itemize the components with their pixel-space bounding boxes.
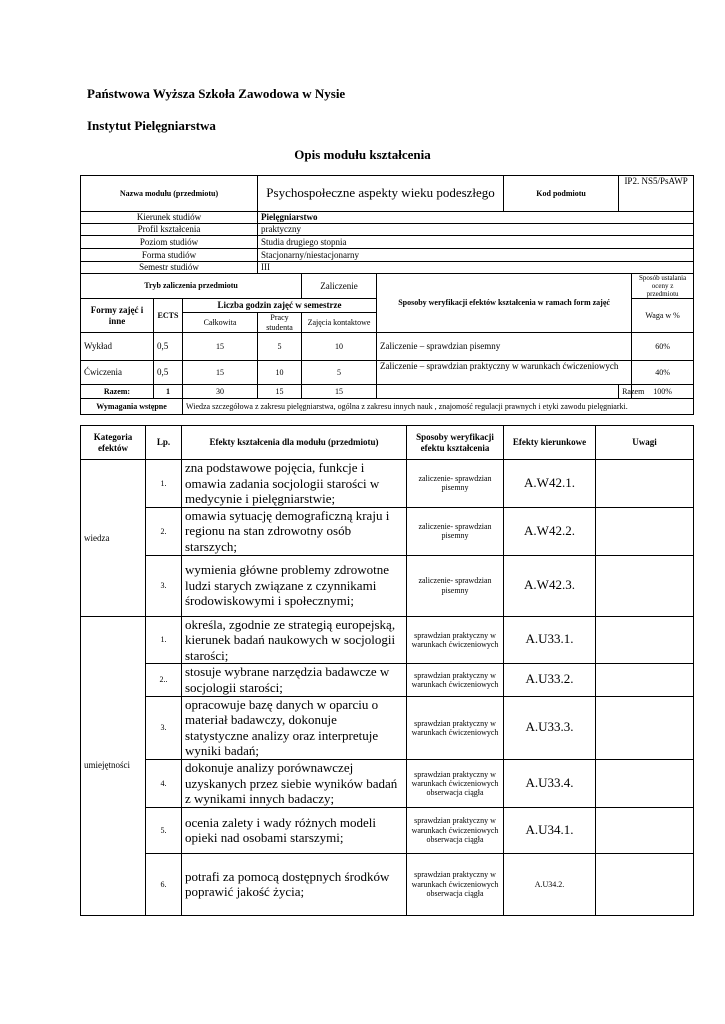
effect-method: zaliczenie- sprawdzian pisemny — [407, 460, 504, 508]
module-code-value: IP2. NS5/PsAWP — [619, 176, 694, 212]
effect-notes — [596, 664, 694, 696]
header-effect: Efekty kształcenia dla modułu (przedmiotu) — [182, 426, 407, 460]
form-weight: 60% — [632, 333, 694, 361]
weight-label: Waga w % — [632, 299, 694, 333]
grade-method-label: Sposób ustalania oceny z przedmiotu — [632, 274, 694, 299]
effect-method: sprawdzian praktyczny w warunkach ćwiczeniowych obserwacja ciągła — [407, 807, 504, 853]
effect-lp: 1. — [146, 460, 182, 508]
effect-notes — [596, 460, 694, 508]
effect-lp: 2. — [146, 507, 182, 555]
effect-text: potrafi za pomocą dostępnych środków poprawić jakość życia; — [182, 853, 407, 915]
effect-method: zaliczenie- sprawdzian pisemny — [407, 555, 504, 616]
module-name-label: Nazwa modułu (przedmiotu) — [81, 176, 258, 212]
form-method: Zaliczenie – sprawdzian praktyczny w warunkach ćwiczeniowych — [377, 361, 632, 385]
header-methods: Sposoby weryfikacji efektu kształcenia — [407, 426, 504, 460]
form-hours-contact: 5 — [302, 361, 377, 385]
effect-text: ocenia zalety i wady różnych modeli opieki nad osobami starszymi; — [182, 807, 407, 853]
effect-text: dokonuje analizy porównawczej uzyskanych przez siebie wyników badań z wynikami innych badaczy; — [182, 759, 407, 807]
effect-method: sprawdzian praktyczny w warunkach ćwiczeniowych — [407, 696, 504, 759]
info-label: Kierunek studiów — [81, 212, 258, 224]
sum-hours-student: 15 — [258, 385, 302, 399]
effect-text: zna podstawowe pojęcia, funkcje i omawia zadania socjologii starości w medycynie i pielęgniarstwie; — [182, 460, 407, 508]
effect-notes — [596, 853, 694, 915]
verification-methods-label: Sposoby weryfikacji efektów kształcenia w ramach form zajęć — [377, 274, 632, 333]
category-skills: umiejętności — [81, 616, 146, 915]
sum-hours-contact: 15 — [302, 385, 377, 399]
header-codes: Efekty kierunkowe — [504, 426, 596, 460]
info-value: Stacjonarny/niestacjonarny — [258, 249, 694, 262]
effect-lp: 1. — [146, 616, 182, 664]
form-hours-contact: 10 — [302, 333, 377, 361]
ects-label: ECTS — [154, 299, 183, 333]
hours-contact-label: Zajęcia kontaktowe — [302, 313, 377, 333]
info-value: Pielęgniarstwo — [258, 212, 694, 224]
form-name: Wykład — [81, 333, 154, 361]
info-value: III — [258, 262, 694, 274]
hours-total-label: Całkowita — [183, 313, 258, 333]
effect-text: określa, zgodnie ze strategią europejską, kierunek badań naukowych w socjologii starości; — [182, 616, 407, 664]
sum-label-2: Razem — [619, 385, 632, 399]
module-name-value: Psychospołeczne aspekty wieku podeszłego — [258, 176, 504, 212]
form-name: Ćwiczenia — [81, 361, 154, 385]
effect-code: A.U33.4. — [504, 759, 596, 807]
effects-table — [80, 425, 694, 916]
form-weight: 40% — [632, 361, 694, 385]
requirements-value: Wiedza szczegółowa z zakresu pielęgniarstwa, ogólna z zakresu innych nauk , znajomość regulacji prawnych i etyki zawodu pielęgniarki. — [183, 399, 694, 415]
info-value: praktyczny — [258, 224, 694, 236]
effect-notes — [596, 807, 694, 853]
sum-label: Razem: — [81, 385, 154, 399]
effect-lp: 2.. — [146, 664, 182, 696]
header-lp: Lp. — [146, 426, 182, 460]
form-hours-total: 15 — [183, 333, 258, 361]
form-ects: 0,5 — [154, 361, 183, 385]
hours-label: Liczba godzin zajęć w semestrze — [183, 299, 377, 313]
effect-method: sprawdzian praktyczny w warunkach ćwiczeniowych obserwacja ciągła — [407, 853, 504, 915]
effect-notes — [596, 555, 694, 616]
effect-lp: 4. — [146, 759, 182, 807]
institute-name: Instytut Pielęgniarstwa — [87, 118, 216, 133]
hours-student-label: Pracy studenta — [258, 313, 302, 333]
assessment-mode-label: Tryb zaliczenia przedmiotu — [81, 274, 302, 299]
effect-notes — [596, 696, 694, 759]
effect-code: A.W42.3. — [504, 555, 596, 616]
header-notes: Uwagi — [596, 426, 694, 460]
forms-label: Formy zajęć i inne — [81, 299, 154, 333]
effect-code: A.U33.1. — [504, 616, 596, 664]
info-label: Semestr studiów — [81, 262, 258, 274]
info-value: Studia drugiego stopnia — [258, 236, 694, 249]
effect-text: wymienia główne problemy zdrowotne ludzi starych związane z czynnikami środowiskowymi i społecznymi; — [182, 555, 407, 616]
header-category: Kategoria efektów — [81, 426, 146, 460]
effect-notes — [596, 507, 694, 555]
effect-text: omawia sytuację demograficzną kraju i regionu na stan zdrowotny osób starszych; — [182, 507, 407, 555]
effect-lp: 6. — [146, 853, 182, 915]
effect-text: stosuje wybrane narzędzia badawcze w socjologii starości; — [182, 664, 407, 696]
requirements-label: Wymagania wstępne — [81, 399, 183, 415]
effect-code: A.W42.1. — [504, 460, 596, 508]
effect-lp: 5. — [146, 807, 182, 853]
form-hours-total: 15 — [183, 361, 258, 385]
effect-code: A.U34.2. — [504, 853, 596, 915]
module-info-table — [80, 175, 694, 415]
effect-code: A.W42.2. — [504, 507, 596, 555]
info-label: Poziom studiów — [81, 236, 258, 249]
info-label: Profil kształcenia — [81, 224, 258, 236]
effect-code: A.U34.1. — [504, 807, 596, 853]
effect-notes — [596, 616, 694, 664]
form-hours-student: 10 — [258, 361, 302, 385]
effect-lp: 3. — [146, 696, 182, 759]
effect-method: zaliczenie- sprawdzian pisemny — [407, 507, 504, 555]
assessment-mode-value: Zaliczenie — [302, 274, 377, 299]
effect-notes — [596, 759, 694, 807]
effect-text: opracowuje bazę danych w oparciu o materiał badawczy, dokonuje statystyczne analizy oraz interpretuje wyniki badań; — [182, 696, 407, 759]
sum-weight: 100% — [632, 385, 694, 399]
effect-lp: 3. — [146, 555, 182, 616]
document-title: Opis modułu kształcenia — [294, 147, 431, 162]
form-method: Zaliczenie – sprawdzian pisemny — [377, 333, 632, 361]
effect-method: sprawdzian praktyczny w warunkach ćwiczeniowych — [407, 616, 504, 664]
sum-hours-total: 30 — [183, 385, 258, 399]
effect-code: A.U33.2. — [504, 664, 596, 696]
effect-method: sprawdzian praktyczny w warunkach ćwiczeniowych — [407, 664, 504, 696]
sum-ects: 1 — [154, 385, 183, 399]
category-knowledge: wiedza — [81, 460, 146, 617]
effect-code: A.U33.3. — [504, 696, 596, 759]
school-name: Państwowa Wyższa Szkoła Zawodowa w Nysie — [87, 86, 346, 101]
module-code-label: Kod podmiotu — [504, 176, 619, 212]
form-hours-student: 5 — [258, 333, 302, 361]
form-ects: 0,5 — [154, 333, 183, 361]
info-label: Forma studiów — [81, 249, 258, 262]
effect-method: sprawdzian praktyczny w warunkach ćwiczeniowych obserwacja ciągła — [407, 759, 504, 807]
